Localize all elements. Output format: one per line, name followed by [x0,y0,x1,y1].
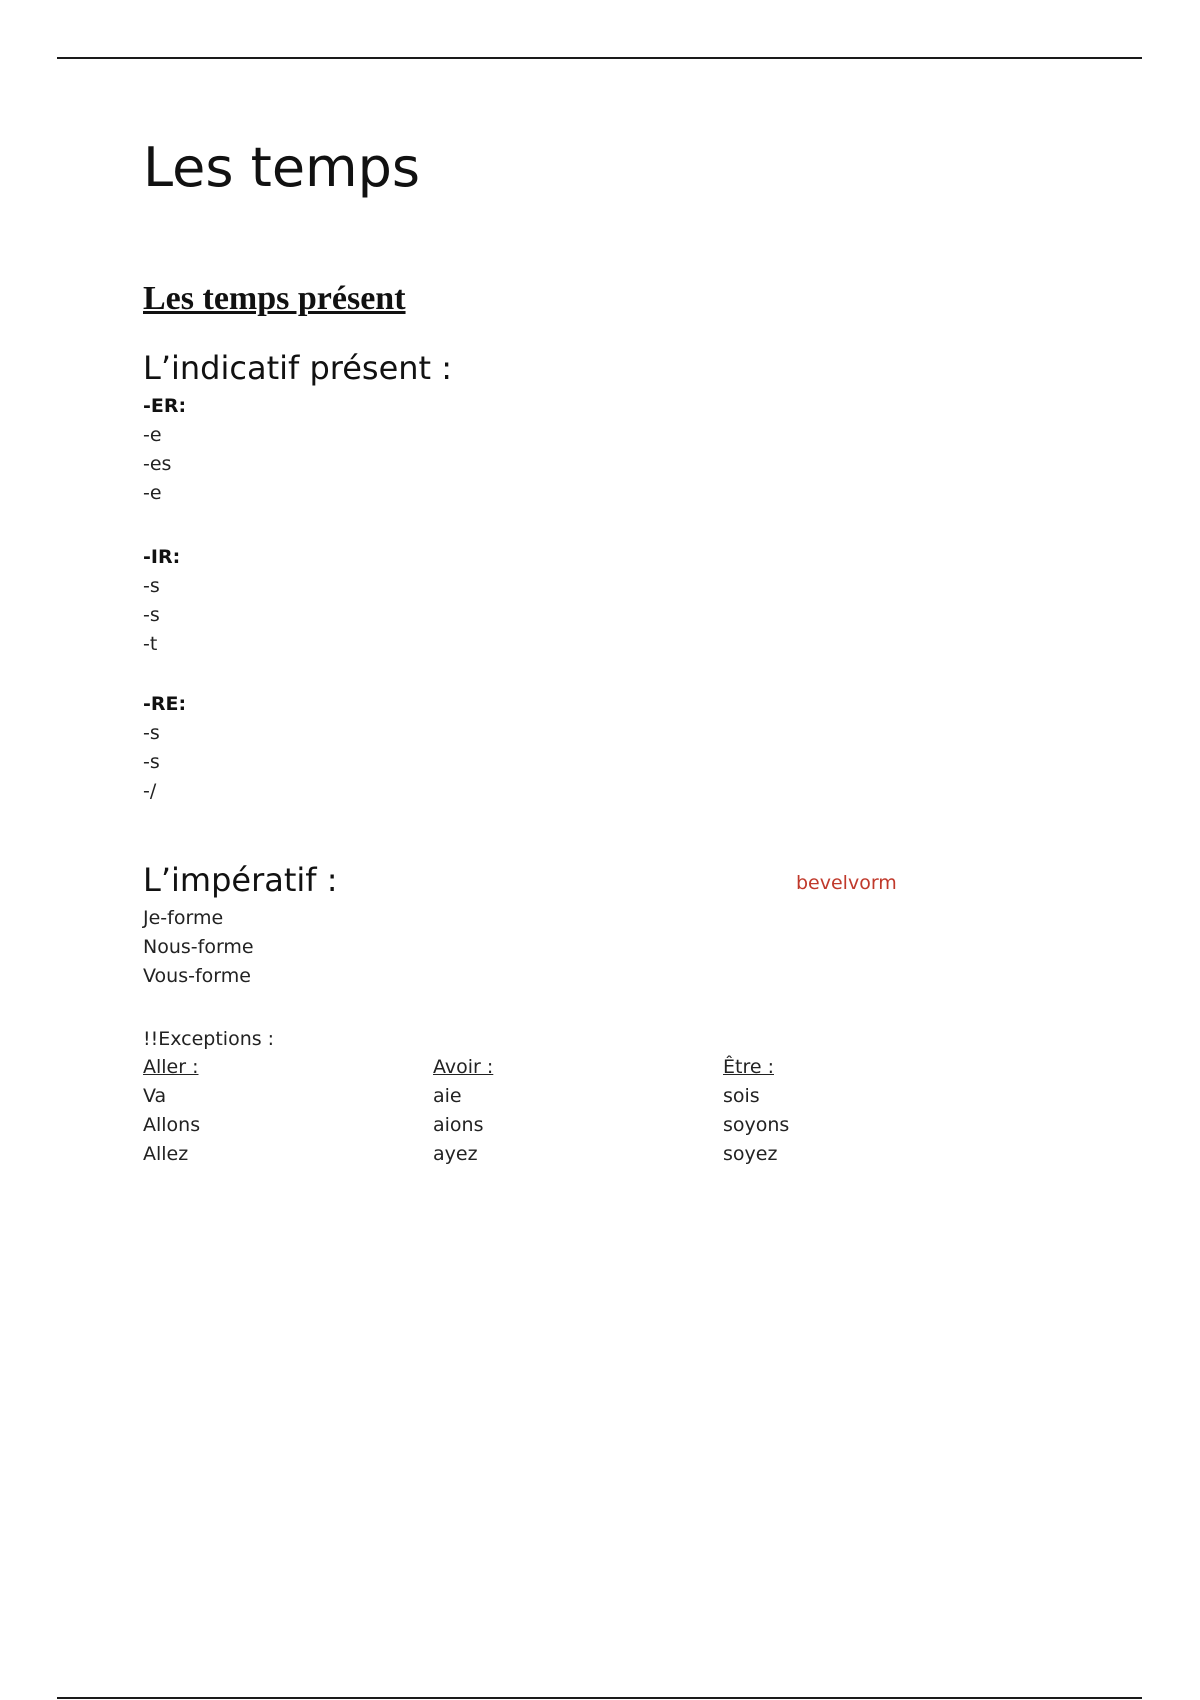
section-heading: Les temps présent [143,280,406,317]
exception-form: Va [143,1085,167,1107]
re-group [143,690,186,806]
exception-form: ayez [433,1143,478,1165]
exception-column-avoir [433,1053,493,1169]
imperatif-forms [143,904,254,991]
exception-verb: Être : [723,1056,774,1078]
group-label: -RE: [143,693,187,715]
exception-form: soyez [723,1143,778,1165]
ending: -s [143,575,160,597]
header-rule [57,57,1142,59]
exception-form: aions [433,1114,484,1136]
er-group [143,392,186,508]
exception-form: Allons [143,1114,201,1136]
footer-rule [57,1697,1142,1699]
ending: -t [143,633,158,655]
ending: -s [143,751,160,773]
ending: -e [143,482,162,504]
ending: -es [143,453,172,475]
ending: -s [143,604,160,626]
exception-form: sois [723,1085,760,1107]
group-label: -IR: [143,546,181,568]
translation-note: bevelvorm [796,872,897,894]
document-title: Les temps [143,136,421,199]
indicatif-heading: L’indicatif présent : [143,349,453,387]
exception-verb: Avoir : [433,1056,494,1078]
exception-form: Allez [143,1143,189,1165]
exception-verb: Aller : [143,1056,199,1078]
form-item: Nous-forme [143,936,254,958]
exception-column-etre [723,1053,789,1169]
ir-group [143,543,180,659]
ending: -/ [143,780,157,802]
exception-form: aie [433,1085,462,1107]
exceptions-label: !!Exceptions : [143,1028,275,1050]
form-item: Je-forme [143,907,224,929]
form-item: Vous-forme [143,965,251,987]
exception-form: soyons [723,1114,790,1136]
ending: -e [143,424,162,446]
imperatif-heading: L’impératif : [143,861,338,899]
group-label: -ER: [143,395,187,417]
exception-column-aller [143,1053,200,1169]
ending: -s [143,722,160,744]
